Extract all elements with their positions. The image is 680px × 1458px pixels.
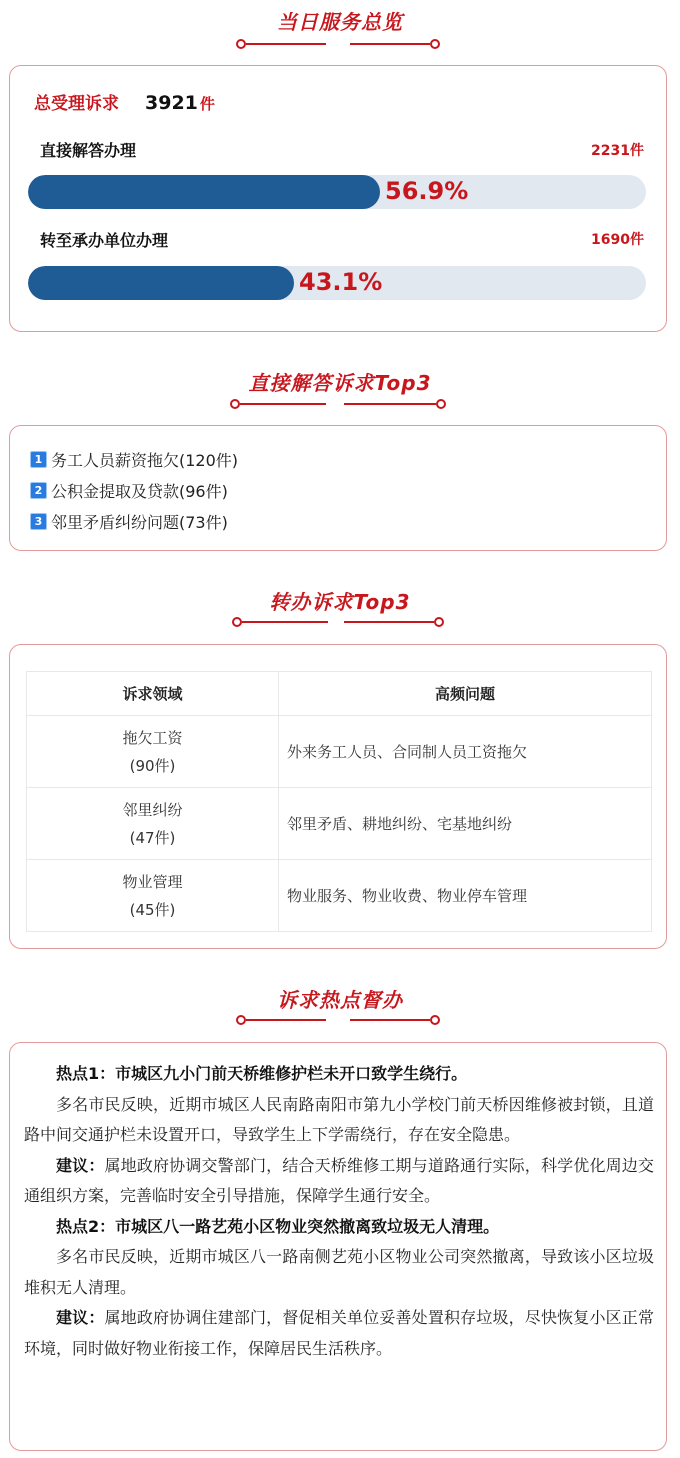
transfer-progress-fill [28,266,294,300]
table-row [27,860,652,932]
list-item [30,448,238,471]
table-cell-issue: 物业服务、物业收费、物业停车管理 [279,860,652,932]
number-3-icon: 3 [30,513,47,530]
overview-card [9,65,667,332]
direct-progress-bar [28,175,646,209]
number-1-icon: 1 [30,451,47,468]
hotspot-1-description: 多名市民反映，近期市城区人民南路南阳市第九小学校门前天桥因维修被封锁，且道路中间交通护栏未设置开口，导致学生上下学需绕行，存在安全隐患。 [24,1094,654,1144]
column-header-issue: 高频问题 [279,672,652,716]
direct-percent: 56.9% [385,177,469,205]
column-header-field: 诉求领域 [27,672,279,716]
list-item [30,510,228,533]
table-cell-field [27,788,279,860]
hotspot-2-description: 多名市民反映，近期市城区八一路南侧艺苑小区物业公司突然撤离，导致该小区垃圾堆积无人清理。 [24,1247,654,1297]
table-header-row [27,672,652,716]
list-item-text: 公积金提取及贷款(96件) [51,482,228,501]
transfer-percent: 43.1% [299,268,383,296]
section-title-direct-top3: 直接解答诉求Top3 [248,371,432,395]
list-item-text: 邻里矛盾纠纷问题(73件) [51,513,228,532]
suggestion-text: 属地政府协调交警部门，结合天桥维修工期与道路通行实际，科学优化周边交通组织方案，完善临时安全引导措施，保障学生通行安全。 [24,1155,654,1205]
suggestion-label: 建议： [56,1308,105,1327]
transfer-table [26,671,652,932]
table-cell-issue: 外来务工人员、合同制人员工资拖欠 [279,716,652,788]
suggestion-label: 建议： [56,1155,105,1175]
hotspot-1-title-text: 热点1：市城区九小门前天桥维修护栏未开口致学生绕行。 [56,1064,468,1083]
hotspot-1-suggestion [24,1151,654,1212]
direct-progress-fill [28,175,380,209]
field-count: (47件) [129,828,176,847]
field-count: (45件) [129,900,176,919]
direct-label: 直接解答办理 [40,141,137,160]
title-divider [0,398,680,410]
direct-count: 2231件 [591,143,644,159]
list-item [30,479,228,502]
table-row [27,788,652,860]
suggestion-text: 属地政府协调住建部门，督促相关单位妥善处置积存垃圾，尽快恢复小区正常环境，同时做好物业衔接工作，保障居民生活秩序。 [24,1308,654,1358]
hotspots-content [24,1059,654,1364]
transfer-top3-card [9,644,667,949]
field-name: 拖欠工资 [122,728,183,747]
table-row [27,716,652,788]
hotspot-2-title-text: 热点2：市城区八一路艺苑小区物业突然撤离致垃圾无人清理。 [56,1216,500,1236]
number-2-icon: 2 [30,482,47,499]
direct-top3-card [9,425,667,551]
total-value: 3921 [145,92,198,114]
table-cell-issue: 邻里矛盾、耕地纠纷、宅基地纠纷 [279,788,652,860]
title-divider [0,1014,680,1026]
transfer-count: 1690件 [591,232,644,248]
section-title-transfer-top3: 转办诉求Top3 [269,590,411,614]
section-title-overview: 当日服务总览 [277,10,403,34]
section-title-hotspots: 诉求热点督办 [277,988,403,1012]
hotspots-card [9,1042,667,1451]
title-divider [0,616,680,628]
field-name: 邻里纠纷 [122,800,183,819]
field-count: (90件) [129,756,176,775]
table-cell-field [27,860,279,932]
transfer-label: 转至承办单位办理 [40,231,169,250]
field-name: 物业管理 [122,872,183,891]
title-divider [0,38,680,50]
total-unit: 件 [199,95,215,113]
list-item-text: 务工人员薪资拖欠(120件) [51,451,239,470]
table-cell-field [27,716,279,788]
hotspot-2-title [24,1212,654,1243]
hotspot-1-title [24,1059,654,1090]
total-label: 总受理诉求 [34,94,119,114]
hotspot-2-suggestion [24,1303,654,1364]
total-requests [34,89,215,114]
